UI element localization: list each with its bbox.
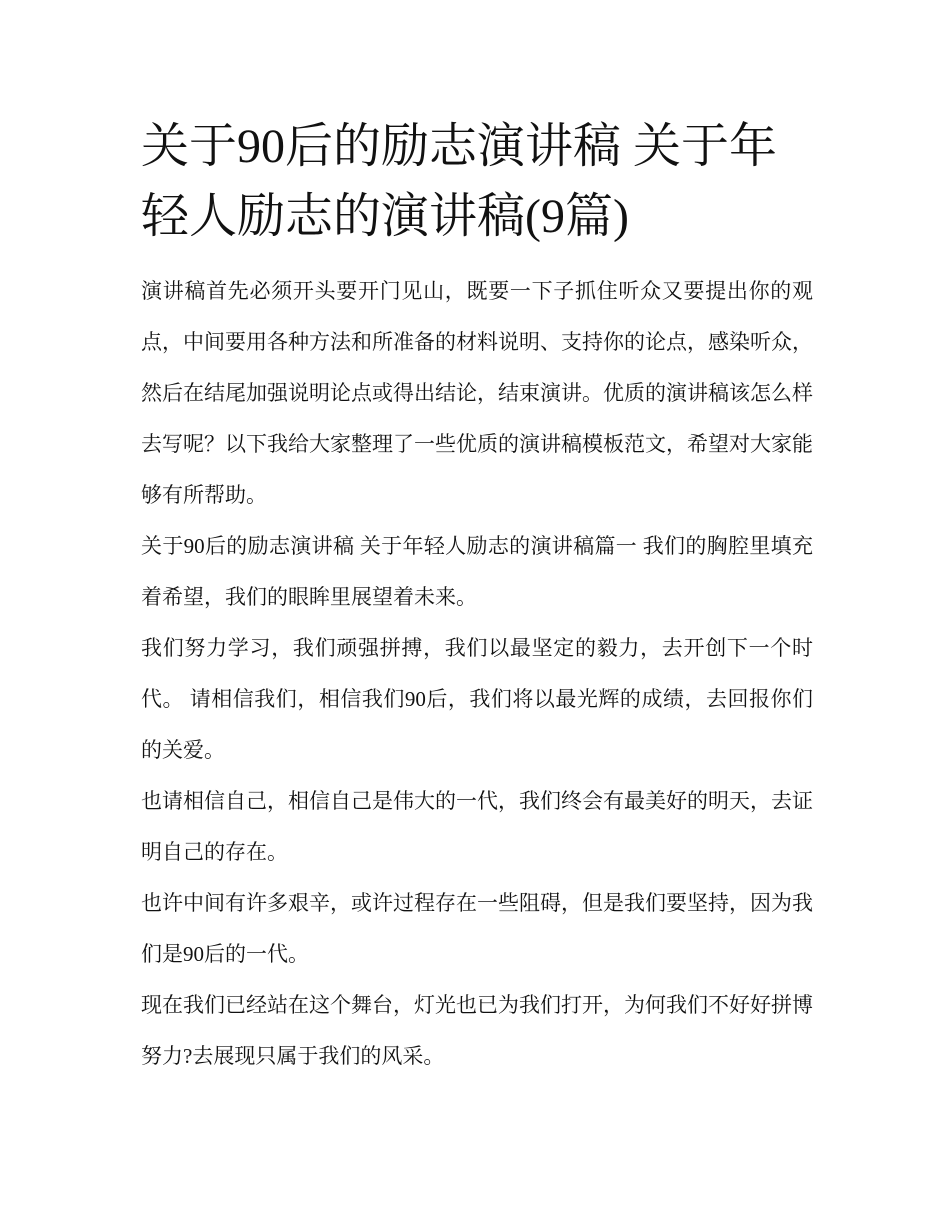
- paragraph-2: 我们努力学习，我们顽强拼搏，我们以最坚定的毅力，去开创下一个时代。 请相信我们，相信我们90后，我们将以最光辉的成绩，去回报你们的关爱。: [141, 636, 813, 762]
- paragraph-intro: 演讲稿首先必须开头要开门见山，既要一下子抓住听众又要提出你的观点，中间要用各种方法和所准备的材料说明、支持你的论点，感染听众，然后在结尾加强说明论点或得出结论，结束演讲。优质的演讲稿该怎么样去写呢？以下我给大家整理了一些优质的演讲稿模板范文，希望对大家能够有所帮助。: [141, 279, 813, 507]
- paragraph-3: 也请相信自己，相信自己是伟大的一代，我们终会有最美好的明天，去证明自己的存在。: [141, 789, 813, 864]
- paragraph-4: 也许中间有许多艰辛，或许过程存在一些阻碍，但是我们要坚持，因为我们是90后的一代。: [141, 891, 813, 966]
- paragraph-5: 现在我们已经站在这个舞台，灯光也已为我们打开，为何我们不好好拼博努力?去展现只属于我们的风采。: [141, 993, 813, 1068]
- document-title: 关于90后的励志演讲稿 关于年轻人励志的演讲稿(9篇): [141, 120, 778, 243]
- document-body: [141, 112, 813, 1082]
- paragraph-1: 关于90后的励志演讲稿 关于年轻人励志的演讲稿篇一 我们的胸腔里填充着希望，我们的眼眸里展望着未来。: [141, 534, 813, 609]
